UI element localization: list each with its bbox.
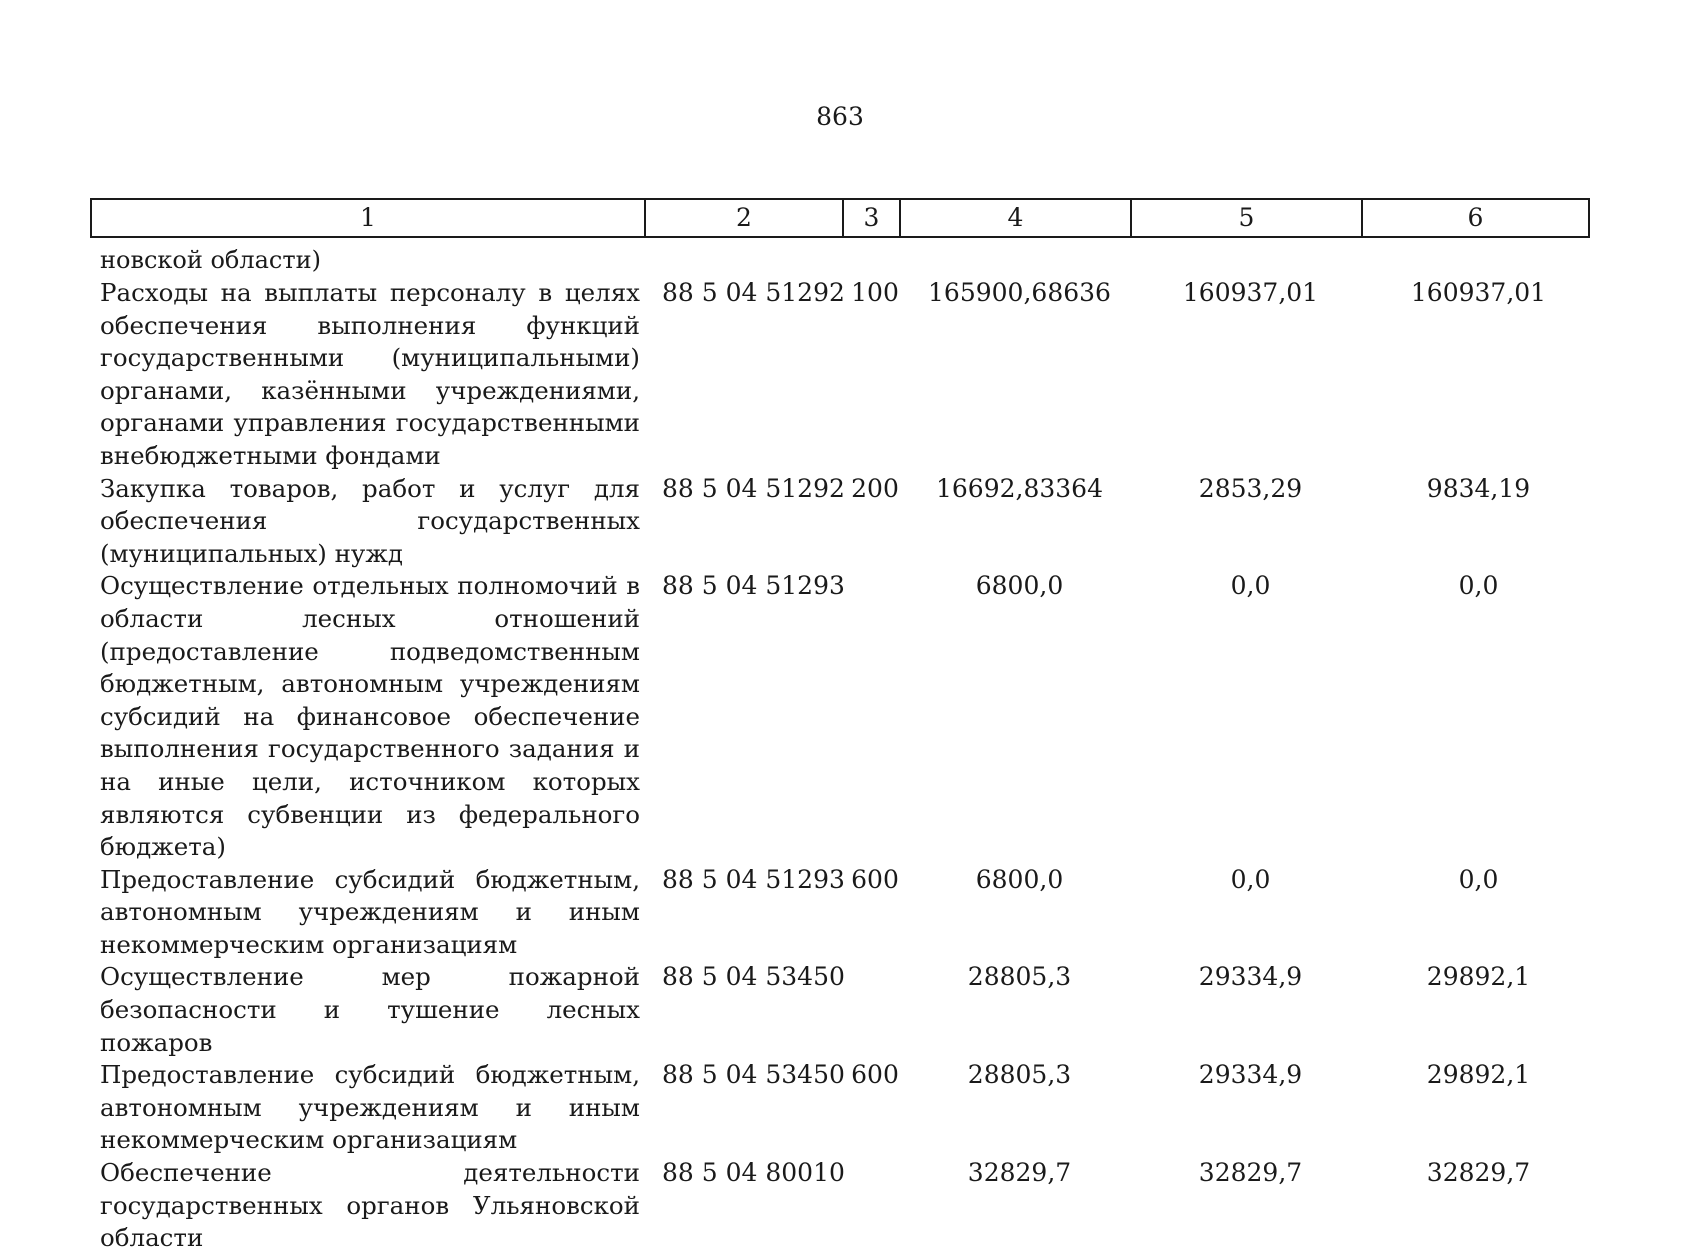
row-code: 88 5 04 80010 — [662, 1158, 845, 1188]
row-vr: 100 — [851, 278, 899, 307]
row-value-col5: 32829,7 — [1198, 1158, 1303, 1188]
row-value-col6: 9834,19 — [1426, 473, 1531, 503]
row-name: Осуществление отдельных полномочий в области лесных отношений (предоставление подведомственным бюджетным, автономным учреждениям субсидий на финансовое обеспечение выполнения государственного задания и на иные цели, источником которых являются субвенции из федерального бюджета) — [100, 571, 640, 862]
row-code: 88 5 04 53450 — [662, 1060, 845, 1090]
table-body — [100, 244, 1600, 1255]
row-value-col5: 29334,9 — [1198, 1060, 1303, 1090]
row-name: Обеспечение деятельности государственных органов Ульяновской области — [100, 1158, 640, 1253]
row-value-col4: 16692,83364 — [935, 473, 1103, 503]
row-code: 88 5 04 51292 — [662, 473, 845, 503]
row-name: Предоставление субсидий бюджетным, автономным учреждениям и иным некоммерческим организациям — [100, 864, 640, 959]
page-number: 863 — [816, 102, 864, 131]
row-value-col5: 0,0 — [1230, 864, 1271, 894]
table-row — [100, 570, 1600, 863]
header-col-2: 2 — [646, 200, 844, 236]
table-row — [100, 1059, 1600, 1157]
row-code: 88 5 04 51293 — [662, 571, 845, 601]
row-value-col6: 0,0 — [1458, 864, 1499, 894]
header-col-3: 3 — [844, 200, 901, 236]
row-value-col6: 29892,1 — [1426, 1060, 1531, 1090]
row-name: Расходы на выплаты персоналу в целях обеспечения выполнения функций государственными (муниципальными) органами, казёнными учреждениями, органами управления государственными внебюджетными фондами — [100, 278, 640, 470]
row-value-col4: 6800,0 — [975, 571, 1064, 601]
row-name: Закупка товаров, работ и услуг для обеспечения государственных (муниципальных) нужд — [100, 473, 640, 568]
row-name: Предоставление субсидий бюджетным, автономным учреждениям и иным некоммерческим организациям — [100, 1060, 640, 1155]
row-vr: 600 — [851, 864, 899, 894]
row-value-col4: 28805,3 — [967, 962, 1072, 992]
row-value-col5: 160937,01 — [1182, 278, 1319, 307]
table-row — [100, 1157, 1600, 1255]
row-value-col6: 29892,1 — [1426, 962, 1531, 992]
row-vr: 600 — [851, 1060, 899, 1090]
row-value-col4: 32829,7 — [967, 1158, 1072, 1188]
header-col-4: 4 — [901, 200, 1132, 236]
table-row — [100, 473, 1600, 571]
header-col-5: 5 — [1132, 200, 1363, 236]
table-header — [90, 198, 1590, 238]
row-value-col5: 2853,29 — [1198, 473, 1303, 503]
row-value-col4: 6800,0 — [975, 864, 1064, 894]
row-value-col6: 32829,7 — [1426, 1158, 1531, 1188]
row-value-col4: 165900,68636 — [928, 278, 1111, 307]
row-code: 88 5 04 51293 — [662, 864, 845, 894]
table-row — [100, 864, 1600, 962]
row-value-col5: 29334,9 — [1198, 962, 1303, 992]
row-code: 88 5 04 53450 — [662, 962, 845, 992]
row-value-col5: 0,0 — [1230, 571, 1271, 601]
table-row — [100, 277, 1600, 473]
continuation-text: новской области) — [100, 246, 322, 274]
row-value-col6: 160937,01 — [1410, 278, 1547, 307]
row-value-col6: 0,0 — [1458, 571, 1499, 601]
row-vr: 200 — [851, 473, 899, 503]
row-name: Осуществление мер пожарной безопасности и тушение лесных пожаров — [100, 962, 640, 1057]
header-col-6: 6 — [1467, 203, 1484, 232]
header-col-1: 1 — [92, 200, 646, 236]
row-code: 88 5 04 51292 — [662, 278, 845, 307]
row-value-col4: 28805,3 — [967, 1060, 1072, 1090]
table-row — [100, 961, 1600, 1059]
